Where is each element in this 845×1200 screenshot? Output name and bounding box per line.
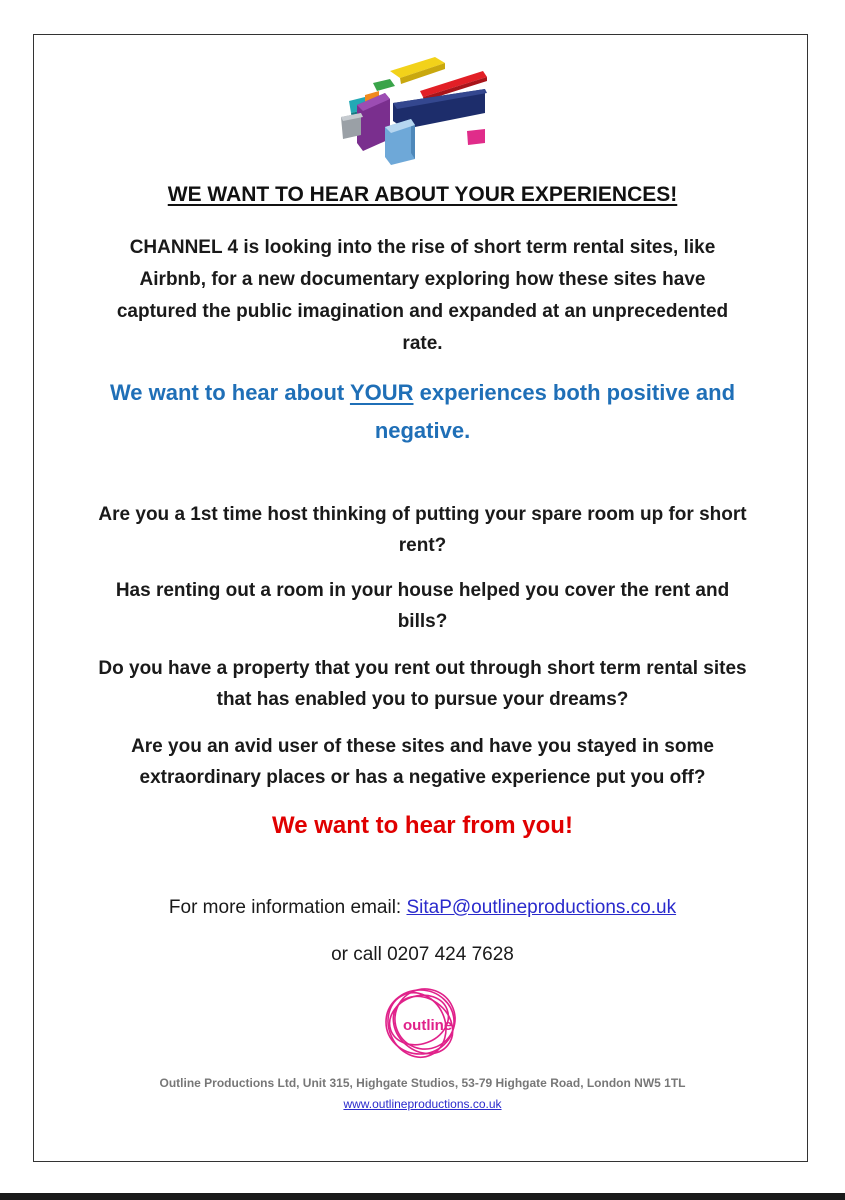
highlight-text-start: We want to hear about — [109, 380, 350, 405]
bottom-divider — [0, 1193, 845, 1200]
footer-website — [60, 1097, 785, 1111]
footer-address: Outline Productions Ltd, Unit 315, Highgate Studios, 53-79 Highgate Road, London NW5 1TL — [159, 1076, 686, 1090]
intro-paragraph: CHANNEL 4 is looking into the rise of short term rental sites, like Airbnb, for a new documentary exploring how these sites have captured the public imagination and expanded at an unprecedented rate. — [116, 237, 729, 354]
question-avid-user: Are you an avid user of these sites and have you stayed in some extraordinary places or has a negative experience put you off? — [131, 736, 714, 788]
highlight-statement — [95, 374, 750, 450]
email-link[interactable]: SitaP@outlineproductions.co.uk — [406, 897, 677, 918]
call-to-action: We want to hear from you! — [272, 812, 573, 839]
question-property-dreams: Do you have a property that you rent out through short term rental sites that has enabled you to pursue your dreams? — [98, 658, 747, 710]
website-link[interactable]: www.outlineproductions.co.uk — [343, 1097, 502, 1111]
contact-phone-line: or call 0207 424 7628 — [331, 944, 514, 965]
contact-email-line — [60, 897, 785, 919]
outline-logo-text: outline — [403, 1017, 453, 1034]
channel-4-logo-icon — [335, 53, 495, 168]
question-rent-and-bills: Has renting out a room in your house helped you cover the rent and bills? — [115, 580, 730, 632]
page-title: WE WANT TO HEAR ABOUT YOUR EXPERIENCES! — [167, 183, 678, 206]
email-prefix: For more information email: — [168, 897, 407, 918]
highlight-emphasis: YOUR — [349, 380, 414, 405]
question-first-time-host: Are you a 1st time host thinking of putting your spare room up for short rent? — [98, 504, 747, 556]
outline-productions-logo-icon — [377, 985, 463, 1060]
highlight-text-end: experiences both positive and negative. — [374, 380, 736, 443]
